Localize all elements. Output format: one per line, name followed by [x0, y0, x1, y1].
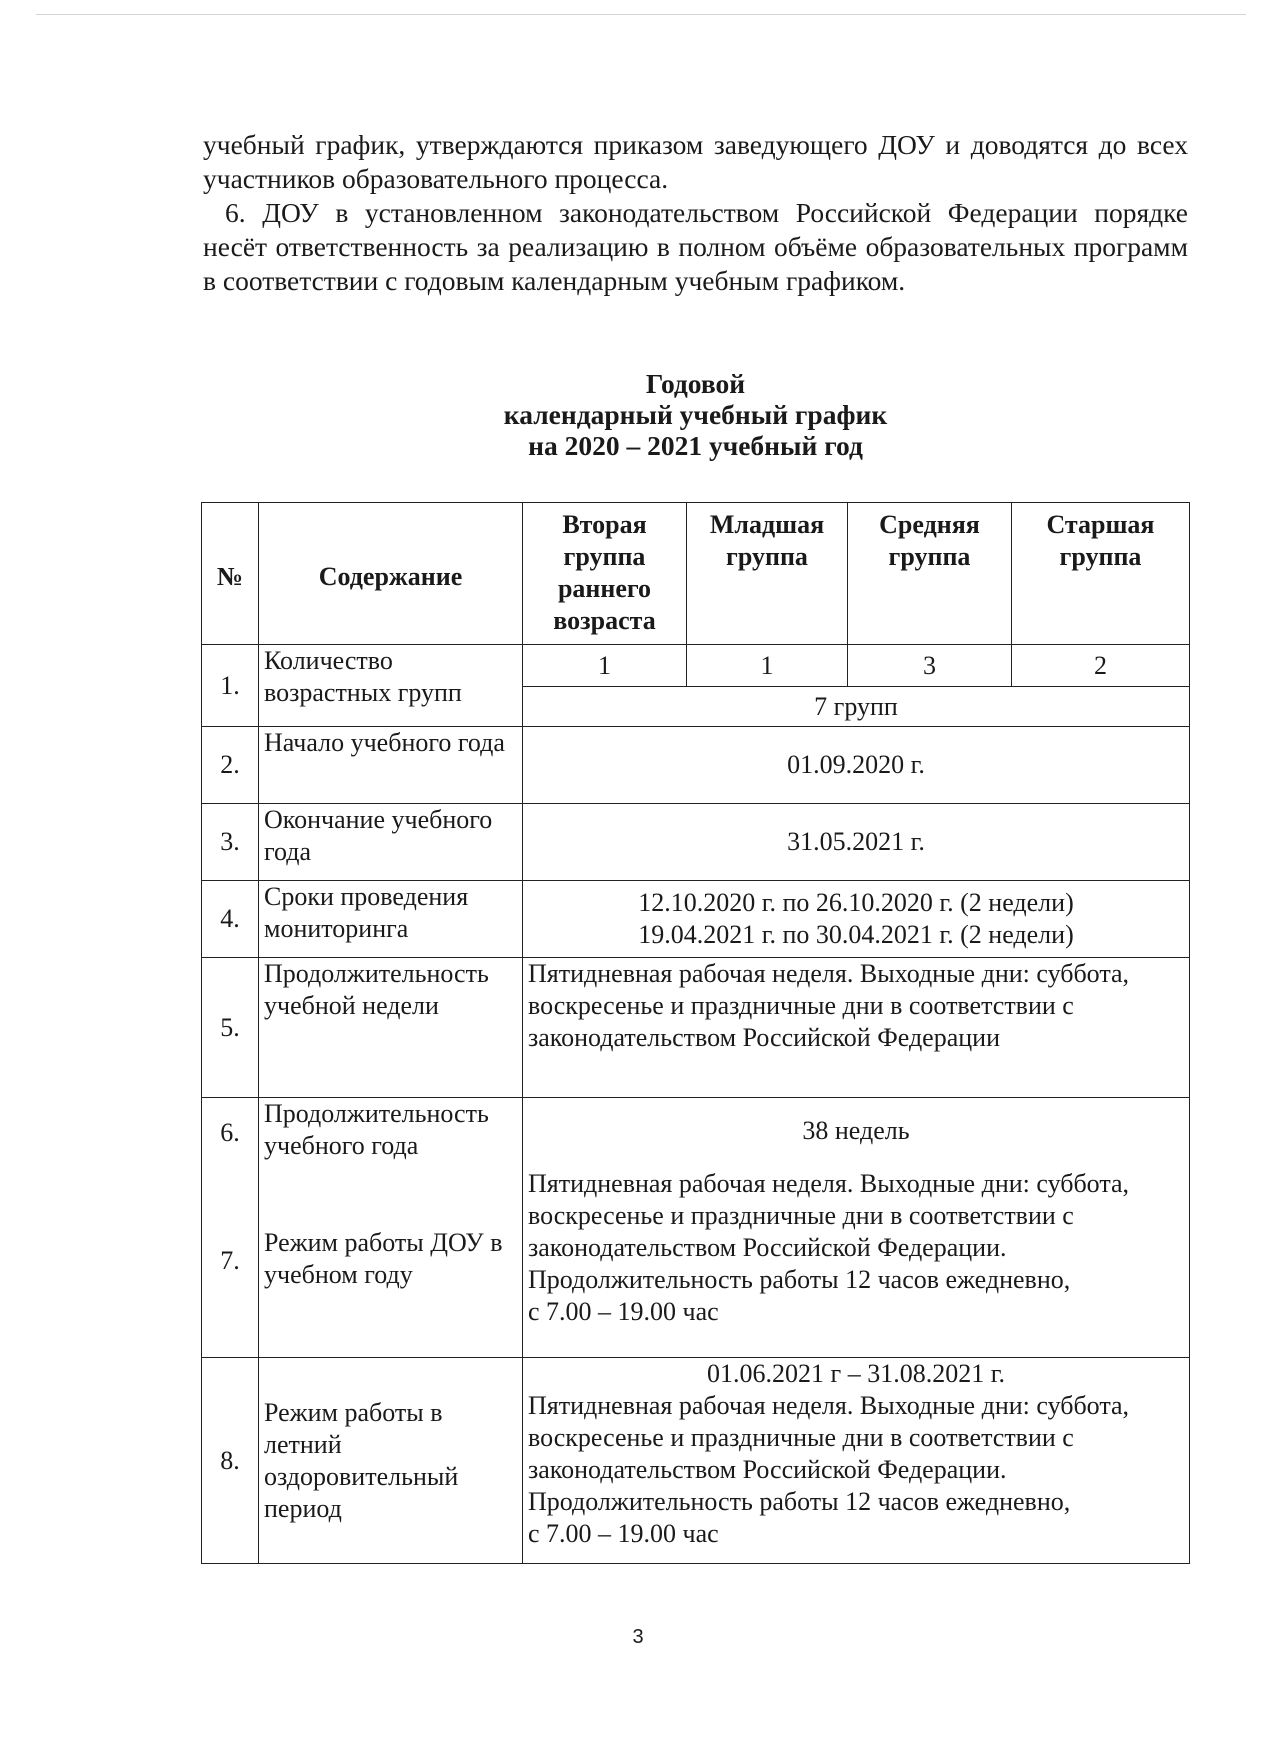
table-row: [202, 1098, 1190, 1358]
row-number: 8.: [202, 1358, 259, 1564]
header-group-middle: Средняя группа: [848, 503, 1012, 645]
row-7-label-wrap: [264, 1164, 517, 1354]
summer-mode-text: Пятидневная рабочая неделя. Выходные дни: суббота, воскресенье и праздничные дни в соответствии с законодательством Российской Федерации. Продолжительность работы 12 часов ежедневно,: [528, 1391, 1130, 1516]
header-group-senior: Старшая группа: [1012, 503, 1190, 645]
row-6-number: 6.: [220, 1117, 240, 1147]
table-row: [202, 727, 1190, 804]
row-number: 1.: [202, 645, 259, 727]
row-7-number: 7.: [220, 1245, 240, 1275]
group-count-middle: 3: [848, 645, 1012, 687]
group-count-junior: 1: [687, 645, 848, 687]
table-row: [202, 804, 1190, 881]
row-label: Продолжительность учебной недели: [259, 958, 523, 1098]
group-count-senior: 2: [1012, 645, 1190, 687]
header-content: Содержание: [259, 503, 523, 645]
group-count-total: 7 групп: [523, 687, 1190, 727]
title-line-2: календарный учебный график: [503, 399, 888, 430]
header-group-junior: Младшая группа: [687, 503, 848, 645]
title-line-3: на 2020 – 2021 учебный год: [528, 430, 863, 461]
row-7-value: Пятидневная рабочая неделя. Выходные дни: суббота, воскресенье и праздничные дни в соответствии с законодательством Российской Федерации. Продолжительность работы 12 часов ежедневно,: [528, 1169, 1130, 1294]
group-count-early-age: 1: [523, 645, 687, 687]
intro-text: [203, 128, 1188, 298]
row-number: 5.: [202, 958, 259, 1098]
table-row: [202, 645, 1190, 687]
row-7-label: Режим работы ДОУ в учебном году: [264, 1228, 503, 1289]
row-value: [523, 1358, 1190, 1564]
row-value: 01.09.2020 г.: [523, 727, 1190, 804]
row-number: 4.: [202, 881, 259, 958]
row-label: Режим работы в летний оздоровительный период: [259, 1358, 523, 1564]
intro-paragraph-6: 6. ДОУ в установленном законодательством Российской Федерации порядке несёт ответственность за реализацию в полном объёме образовательных программ в соответствии с годовым календарным учебным графиком.: [203, 197, 1188, 296]
schedule-table: [201, 502, 1190, 1564]
row-number: 2.: [202, 727, 259, 804]
table-row: [202, 958, 1190, 1098]
header-number: №: [202, 503, 259, 645]
header-group-early-age: Вторая группа раннего возраста: [523, 503, 687, 645]
row-value: Пятидневная рабочая неделя. Выходные дни: суббота, воскресенье и праздничные дни в соответствии с законодательством Российской Федерации: [523, 958, 1190, 1098]
row-6-label: Продолжительность учебного года: [264, 1099, 489, 1160]
row-label: Сроки проведения мониторинга: [259, 881, 523, 958]
table-row: [202, 881, 1190, 958]
page-number: 3: [632, 1626, 644, 1648]
table-row: [202, 1358, 1190, 1564]
row-value: 31.05.2021 г.: [523, 804, 1190, 881]
summer-period: 01.06.2021 г – 31.08.2021 г.: [707, 1359, 1005, 1388]
summer-hours: с 7.00 – 19.00 час: [528, 1519, 719, 1548]
monitoring-period-1: 12.10.2020 г. по 26.10.2020 г. (2 недели): [638, 888, 1074, 917]
row-label: [259, 1098, 523, 1358]
row-value: [523, 1098, 1190, 1358]
document-title: [203, 368, 1188, 461]
table-header-row: [202, 503, 1190, 645]
row-number: 3.: [202, 804, 259, 881]
row-number: [202, 1098, 259, 1358]
title-line-1: Годовой: [645, 368, 746, 399]
scan-top-edge: [36, 14, 1246, 15]
intro-paragraph-continuation: учебный график, утверждаются приказом заведующего ДОУ и доводятся до всех участников образовательного процесса.: [203, 129, 1188, 194]
row-value: [523, 881, 1190, 958]
row-7-hours: с 7.00 – 19.00 час: [528, 1297, 719, 1326]
row-label: Начало учебного года: [259, 727, 523, 804]
row-label: Окончание учебного года: [259, 804, 523, 881]
row-label: Количество возрастных групп: [259, 645, 523, 727]
row-6-value: 38 недель: [802, 1116, 910, 1145]
monitoring-period-2: 19.04.2021 г. по 30.04.2021 г. (2 недели): [638, 920, 1074, 949]
